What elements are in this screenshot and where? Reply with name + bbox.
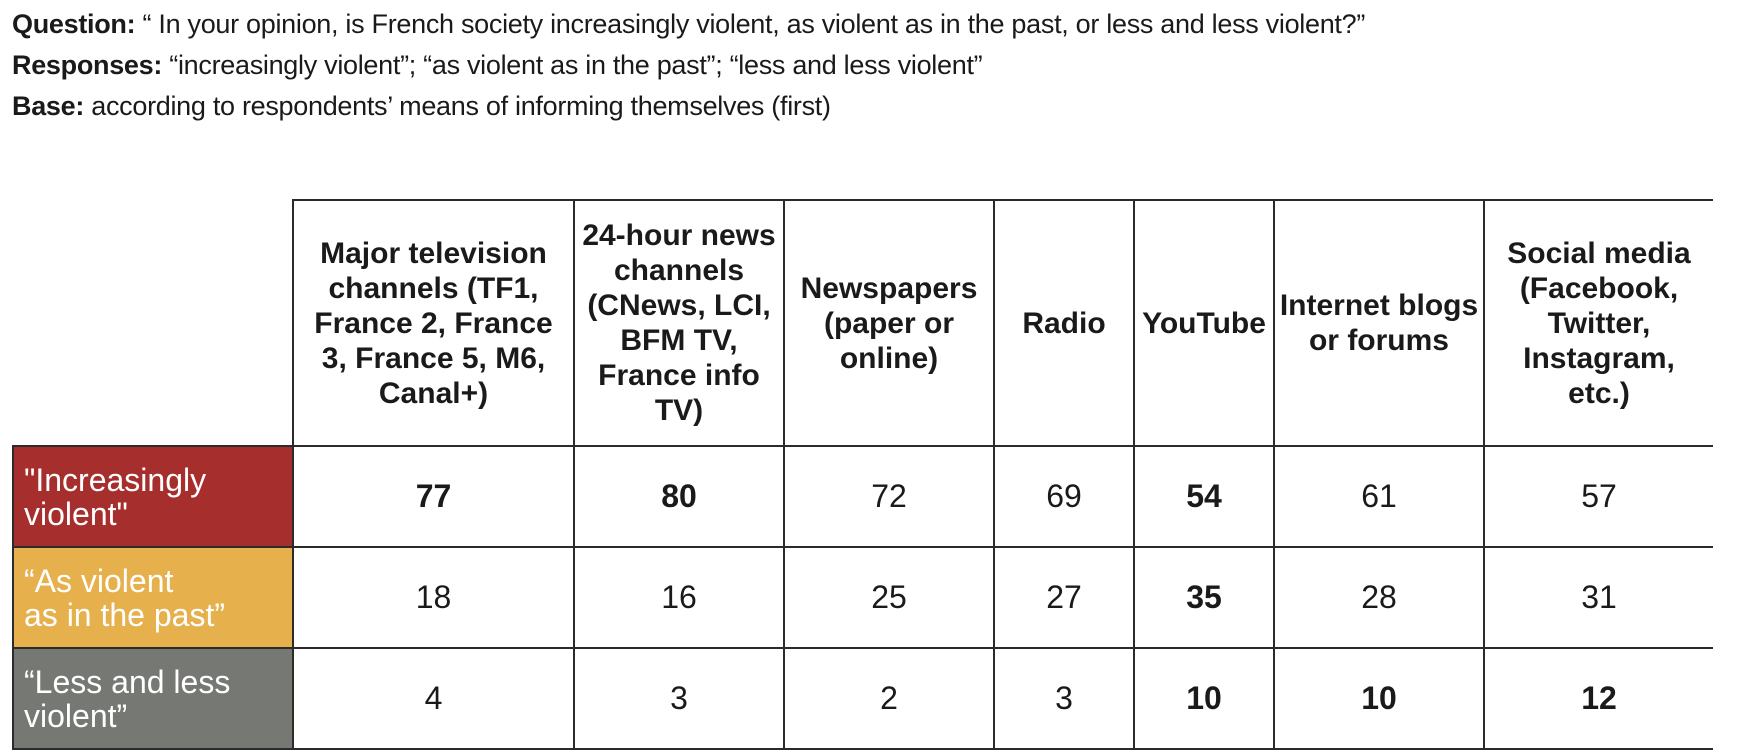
value-cell: 72: [784, 446, 994, 547]
column-header-blogs-forums: Internet blogs or forums: [1274, 200, 1484, 446]
row-label-line: “Less and less: [24, 663, 231, 700]
results-table: [12, 199, 1713, 750]
value-cell: 54: [1134, 446, 1274, 547]
question-line: [12, 4, 1365, 45]
row-less-violent: [13, 648, 1713, 749]
base-text: according to respondents’ means of informing themselves (first): [84, 91, 831, 121]
question-label: Question:: [12, 9, 136, 39]
responses-line: [12, 45, 1365, 86]
value-cell: 57: [1484, 446, 1713, 547]
responses-text: “increasingly violent”; “as violent as in the past”; “less and less violent”: [162, 50, 983, 80]
row-label-line: violent”: [24, 697, 128, 734]
value-cell: 31: [1484, 547, 1713, 648]
value-cell: 2: [784, 648, 994, 749]
row-as-violent: [13, 547, 1713, 648]
value-cell: 25: [784, 547, 994, 648]
value-cell: 28: [1274, 547, 1484, 648]
row-label-line: as in the past”: [24, 596, 225, 633]
column-header-radio: Radio: [994, 200, 1134, 446]
value-cell: 77: [293, 446, 574, 547]
column-header-social-media: Social media (Facebook, Twitter, Instagram, etc.): [1484, 200, 1713, 446]
header-row: [13, 200, 1713, 446]
row-label-less-violent: [13, 648, 293, 749]
value-cell: 10: [1274, 648, 1484, 749]
responses-label: Responses:: [12, 50, 163, 80]
value-cell: 69: [994, 446, 1134, 547]
value-cell: 10: [1134, 648, 1274, 749]
base-line: [12, 86, 1365, 127]
value-cell: 61: [1274, 446, 1484, 547]
value-cell: 35: [1134, 547, 1274, 648]
column-header-24h-news: 24-hour news channels (CNews, LCI, BFM TV, France info TV): [574, 200, 784, 446]
row-label-line: "Increasingly: [24, 461, 207, 498]
column-header-youtube: YouTube: [1134, 200, 1274, 446]
intro-block: [12, 4, 1365, 127]
row-label-increasingly-violent: [13, 446, 293, 547]
value-cell: 4: [293, 648, 574, 749]
value-cell: 18: [293, 547, 574, 648]
row-increasingly-violent: [13, 446, 1713, 547]
base-label: Base:: [12, 91, 85, 121]
column-header-major-tv: Major television channels (TF1, France 2, France 3, France 5, M6, Canal+): [293, 200, 574, 446]
row-label-line: violent": [24, 495, 128, 532]
value-cell: 3: [574, 648, 784, 749]
question-text: “ In your opinion, is French society increasingly violent, as violent as in the past, or less and less violent?”: [135, 9, 1366, 39]
row-label-as-violent: [13, 547, 293, 648]
value-cell: 27: [994, 547, 1134, 648]
value-cell: 12: [1484, 648, 1713, 749]
column-header-newspapers: Newspapers (paper or online): [784, 200, 994, 446]
value-cell: 80: [574, 446, 784, 547]
value-cell: 16: [574, 547, 784, 648]
corner-cell: [13, 200, 293, 446]
value-cell: 3: [994, 648, 1134, 749]
row-label-line: “As violent: [24, 562, 174, 599]
